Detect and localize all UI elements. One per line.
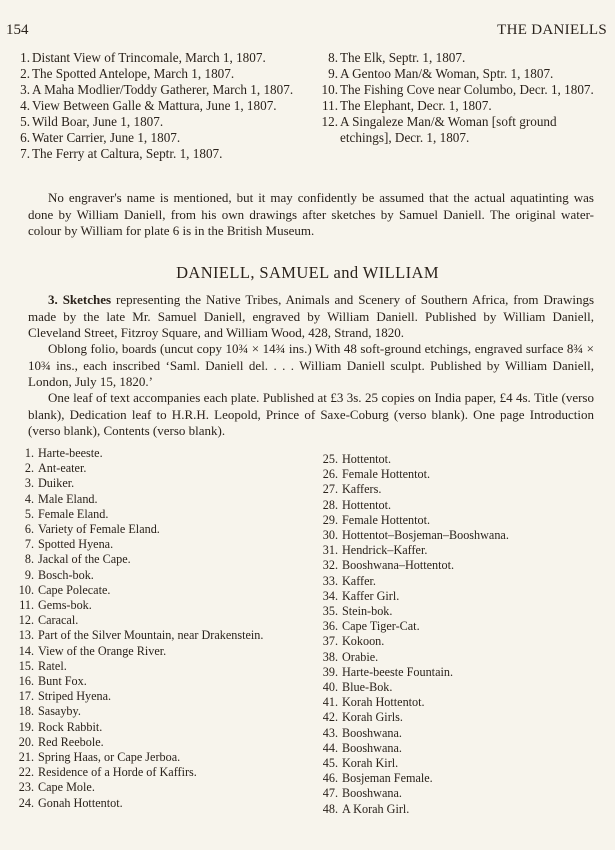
list-item xyxy=(316,498,606,513)
entry-number: 3. xyxy=(48,292,58,307)
list-item xyxy=(316,467,606,482)
item-text: Bosjeman Female. xyxy=(342,771,433,786)
list-item xyxy=(316,741,606,756)
list-item xyxy=(14,628,314,643)
item-text: Cape Mole. xyxy=(38,780,95,795)
item-text: Gems-bok. xyxy=(38,598,92,613)
item-text: Orabie. xyxy=(342,649,379,664)
item-text: Kaffer Girl. xyxy=(342,588,400,603)
item-number: 4. xyxy=(24,491,34,506)
item-number: 34. xyxy=(322,588,338,603)
plate-item xyxy=(10,130,310,146)
item-text: Gonah Hottentot. xyxy=(38,795,123,810)
item-number: 28. xyxy=(322,497,338,512)
item-number: 21. xyxy=(18,750,34,765)
list-item xyxy=(14,796,314,811)
list-item xyxy=(316,574,606,589)
list-item xyxy=(316,665,606,680)
item-number: 36. xyxy=(322,619,338,634)
item-number: 32. xyxy=(322,558,338,573)
list-item xyxy=(316,756,606,771)
item-number: 42. xyxy=(322,710,338,725)
item-text: Bunt Fox. xyxy=(38,674,87,689)
list-item xyxy=(316,543,606,558)
item-text: Spring Haas, or Cape Jerboa. xyxy=(38,750,181,765)
item-text: View Between Galle & Mattura, June 1, 1807. xyxy=(32,98,277,113)
catalogue-entry xyxy=(28,292,594,342)
plate-item xyxy=(10,82,310,98)
item-text: Hendrick–Kaffer. xyxy=(342,543,428,558)
item-number: 13. xyxy=(18,628,34,643)
list-item xyxy=(14,583,314,598)
item-text: Booshwana–Hottentot. xyxy=(342,558,455,573)
entry-title: Sketches xyxy=(62,292,112,307)
item-text: Booshwana. xyxy=(342,740,402,755)
item-number: 30. xyxy=(322,528,338,543)
item-number: 1. xyxy=(20,50,30,65)
item-number: 47. xyxy=(322,786,338,801)
item-number: 2. xyxy=(24,461,34,476)
contents-list-left xyxy=(14,446,314,811)
list-item xyxy=(316,513,606,528)
page-header xyxy=(6,22,607,42)
item-number: 26. xyxy=(322,467,338,482)
item-text: Ant-eater. xyxy=(38,461,87,476)
item-number: 12. xyxy=(18,613,34,628)
plate-item xyxy=(318,82,608,98)
item-number: 15. xyxy=(18,658,34,673)
item-number: 31. xyxy=(322,543,338,558)
list-item xyxy=(14,492,314,507)
item-number: 25. xyxy=(322,452,338,466)
plate-list-right xyxy=(318,50,608,146)
item-text: Booshwana. xyxy=(342,786,402,801)
item-number: 24. xyxy=(18,795,34,810)
item-text: A Maha Modlier/Toddy Gatherer, March 1, 1807. xyxy=(32,82,294,97)
item-number: 14. xyxy=(18,643,34,658)
plate-item xyxy=(318,114,608,146)
collation-paragraph: Oblong folio, boards (uncut copy 10¾ × 14¾ ins.) With 48 soft-ground etchings, engraved surface 8¾ × 10¾ ins., each inscribed ‘Saml. Daniell del. . . . William Daniell sculpt. Published by William Daniell, London, July 15, 1820.’ xyxy=(28,341,594,389)
item-text: The Fishing Cove near Columbo, Decr. 1, 1807. xyxy=(340,82,594,97)
item-number: 10. xyxy=(321,82,338,97)
list-item xyxy=(14,476,314,491)
item-text: Male Eland. xyxy=(38,491,98,506)
item-number: 1. xyxy=(24,446,34,460)
item-text: Distant View of Trincomale, March 1, 1807. xyxy=(32,50,266,65)
plate-item xyxy=(10,98,310,114)
item-number: 48. xyxy=(322,801,338,816)
item-number: 16. xyxy=(18,674,34,689)
list-item xyxy=(14,750,314,765)
list-item xyxy=(316,482,606,497)
item-text: View of the Orange River. xyxy=(38,643,167,658)
item-number: 37. xyxy=(322,634,338,649)
list-item xyxy=(14,598,314,613)
item-text: Cape Tiger-Cat. xyxy=(342,619,420,634)
item-number: 44. xyxy=(322,740,338,755)
item-text: Caracal. xyxy=(38,613,79,628)
item-number: 19. xyxy=(18,719,34,734)
item-number: 33. xyxy=(322,573,338,588)
list-item xyxy=(316,589,606,604)
item-number: 7. xyxy=(24,537,34,552)
list-item xyxy=(14,659,314,674)
item-text: Booshwana. xyxy=(342,725,402,740)
plate-item xyxy=(318,50,608,66)
item-number: 9. xyxy=(24,567,34,582)
list-item xyxy=(316,726,606,741)
item-text: Striped Hyena. xyxy=(38,689,112,704)
item-text: Jackal of the Cape. xyxy=(38,552,131,567)
item-number: 6. xyxy=(20,130,30,145)
item-number: 23. xyxy=(18,780,34,795)
list-item xyxy=(14,552,314,567)
item-text: Hottentot. xyxy=(342,497,392,512)
item-number: 35. xyxy=(322,604,338,619)
item-text: The Ferry at Caltura, Septr. 1, 1807. xyxy=(32,146,223,161)
plate-item xyxy=(318,98,608,114)
item-number: 20. xyxy=(18,734,34,749)
plate-list-left xyxy=(10,50,310,162)
list-item xyxy=(316,452,606,467)
list-item xyxy=(14,568,314,583)
list-item xyxy=(14,704,314,719)
item-text: Rock Rabbit. xyxy=(38,719,103,734)
item-text: Stein-bok. xyxy=(342,604,393,619)
item-text: Korah Girls. xyxy=(342,710,403,725)
item-text: Cape Polecate. xyxy=(38,582,111,597)
plate-item xyxy=(10,114,310,130)
page-number: 154 xyxy=(6,22,29,38)
item-text: Water Carrier, June 1, 1807. xyxy=(32,130,181,145)
list-item xyxy=(14,537,314,552)
list-item xyxy=(316,604,606,619)
item-number: 2. xyxy=(20,66,30,81)
item-number: 7. xyxy=(20,146,30,161)
item-number: 6. xyxy=(24,522,34,537)
list-item xyxy=(14,720,314,735)
contents-list-right xyxy=(316,452,606,817)
item-text: Duiker. xyxy=(38,476,75,491)
list-item xyxy=(14,644,314,659)
item-text: Korah Hottentot. xyxy=(342,695,425,710)
list-item xyxy=(14,461,314,476)
item-number: 38. xyxy=(322,649,338,664)
list-item xyxy=(316,802,606,817)
entry-description: representing the Native Tribes, Animals and Scenery of Southern Africa, from Drawings made by the late Mr. Samuel Daniell, engraved by William Daniell. Published by William Daniell, Cleveland Street, Fitzroy Square, and William Wood, 428, Strand, 1820. xyxy=(28,292,595,340)
item-number: 8. xyxy=(328,50,338,65)
item-text: Part of the Silver Mountain, near Drakenstein. xyxy=(38,628,264,643)
text-leaf-paragraph: One leaf of text accompanies each plate. Published at £3 3s. 25 copies on India paper, £4 4s. Title (verso blank), Dedication leaf to H.R.H. Leopold, Prince of Saxe-Coburg (verso blank). One page Introduction (verso blank), Contents (verso blank). xyxy=(28,390,594,438)
item-number: 5. xyxy=(24,506,34,521)
item-text: Hottentot. xyxy=(342,452,392,466)
item-text: Female Eland. xyxy=(38,506,109,521)
item-number: 17. xyxy=(18,689,34,704)
list-item xyxy=(316,558,606,573)
item-number: 10. xyxy=(18,582,34,597)
item-text: Kaffers. xyxy=(342,482,382,497)
item-text: Harte-beeste. xyxy=(38,446,103,460)
list-item xyxy=(14,522,314,537)
item-text: Female Hottentot. xyxy=(342,467,431,482)
item-text: A Singaleze Man/& Woman [soft ground etchings], Decr. 1, 1807. xyxy=(340,114,557,145)
item-text: A Gentoo Man/& Woman, Sptr. 1, 1807. xyxy=(340,66,554,81)
item-number: 8. xyxy=(24,552,34,567)
item-text: Spotted Hyena. xyxy=(38,537,114,552)
item-text: Kokoon. xyxy=(342,634,385,649)
list-item xyxy=(14,446,314,461)
item-number: 9. xyxy=(328,66,338,81)
item-number: 40. xyxy=(322,680,338,695)
item-text: The Spotted Antelope, March 1, 1807. xyxy=(32,66,235,81)
item-number: 45. xyxy=(322,756,338,771)
item-number: 3. xyxy=(24,476,34,491)
item-text: Kaffer. xyxy=(342,573,376,588)
plate-item xyxy=(10,146,310,162)
list-item xyxy=(316,771,606,786)
item-text: The Elephant, Decr. 1, 1807. xyxy=(340,98,492,113)
item-number: 41. xyxy=(322,695,338,710)
engraver-note: No engraver's name is mentioned, but it may confidently be assumed that the actual aquatinting was done by William Daniell, from his own drawings after sketches by Samuel Daniell. The original water-colour by William for plate 6 is in the British Museum. xyxy=(28,190,594,238)
item-text: Hottentot–Bosjeman–Booshwana. xyxy=(342,528,509,543)
item-number: 22. xyxy=(18,765,34,780)
running-head: THE DANIELLS xyxy=(497,22,607,38)
item-number: 27. xyxy=(322,482,338,497)
section-title: DANIELL, SAMUEL and WILLIAM xyxy=(176,263,439,282)
item-text: Blue-Bok. xyxy=(342,680,393,695)
list-item xyxy=(14,613,314,628)
item-number: 18. xyxy=(18,704,34,719)
list-item xyxy=(14,507,314,522)
list-item xyxy=(14,689,314,704)
item-number: 5. xyxy=(20,114,30,129)
item-number: 43. xyxy=(322,725,338,740)
item-number: 46. xyxy=(322,771,338,786)
item-text: Wild Boar, June 1, 1807. xyxy=(32,114,164,129)
list-item xyxy=(316,680,606,695)
list-item xyxy=(316,619,606,634)
item-number: 12. xyxy=(321,114,338,129)
list-item xyxy=(316,528,606,543)
list-item xyxy=(316,710,606,725)
item-text: Variety of Female Eland. xyxy=(38,522,160,537)
list-item xyxy=(316,634,606,649)
list-item xyxy=(316,650,606,665)
list-item xyxy=(14,735,314,750)
plate-item xyxy=(318,66,608,82)
item-number: 39. xyxy=(322,664,338,679)
plate-item xyxy=(10,50,310,66)
item-text: Bosch-bok. xyxy=(38,567,94,582)
item-number: 29. xyxy=(322,512,338,527)
item-number: 11. xyxy=(19,598,34,613)
item-number: 11. xyxy=(322,98,338,113)
item-text: Red Reebole. xyxy=(38,734,104,749)
item-text: Harte-beeste Fountain. xyxy=(342,664,454,679)
item-number: 4. xyxy=(20,98,30,113)
list-item xyxy=(14,674,314,689)
item-text: A Korah Girl. xyxy=(342,801,410,816)
item-text: Female Hottentot. xyxy=(342,512,431,527)
item-number: 3. xyxy=(20,82,30,97)
item-text: Residence of a Horde of Kaffirs. xyxy=(38,765,197,780)
list-item xyxy=(316,786,606,801)
item-text: The Elk, Septr. 1, 1807. xyxy=(340,50,466,65)
list-item xyxy=(14,780,314,795)
plate-item xyxy=(10,66,310,82)
item-text: Korah Kirl. xyxy=(342,756,399,771)
list-item xyxy=(316,695,606,710)
list-item xyxy=(14,765,314,780)
item-text: Sasayby. xyxy=(38,704,81,719)
item-text: Ratel. xyxy=(38,658,67,673)
